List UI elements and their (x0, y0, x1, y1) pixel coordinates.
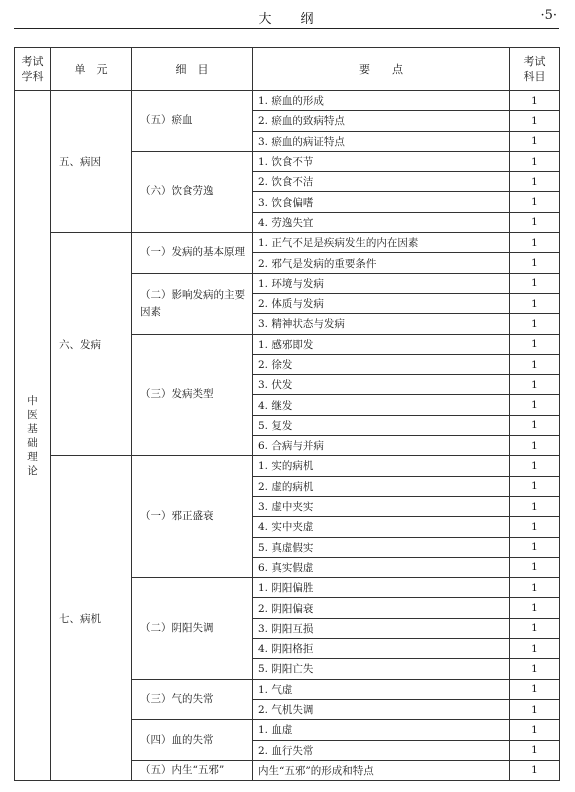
point-cell: 1. 正气不足是疾病发生的内在因素 (253, 233, 510, 253)
level-cell: 1 (510, 436, 560, 456)
unit-cell: 六、发病 (51, 233, 132, 456)
level-cell: 1 (510, 233, 560, 253)
detail-cell: （三）气的失常 (132, 679, 253, 720)
point-cell: 2. 气机失调 (253, 699, 510, 719)
level-cell: 1 (510, 639, 560, 659)
level-cell: 1 (510, 395, 560, 415)
col-header-subject: 考试学科 (15, 48, 51, 91)
detail-cell: （一）发病的基本原理 (132, 233, 253, 274)
point-cell: 3. 阴阳互损 (253, 618, 510, 638)
col-header-unit: 单 元 (51, 48, 132, 91)
col-header-point: 要 点 (253, 48, 510, 91)
point-cell: 5. 阴阳亡失 (253, 659, 510, 679)
table-row (15, 91, 560, 111)
level-cell: 1 (510, 740, 560, 760)
point-cell: 1. 实的病机 (253, 456, 510, 476)
level-cell: 1 (510, 273, 560, 293)
level-cell: 1 (510, 720, 560, 740)
table-row (15, 233, 560, 253)
level-cell: 1 (510, 314, 560, 334)
point-cell: 3. 饮食偏嗜 (253, 192, 510, 212)
point-cell: 5. 复发 (253, 415, 510, 435)
col-header-level: 考试科目 (510, 48, 560, 91)
point-cell: 2. 饮食不洁 (253, 172, 510, 192)
point-cell: 2. 阴阳偏衰 (253, 598, 510, 618)
point-cell: 2. 虚的病机 (253, 476, 510, 496)
point-cell: 4. 实中夹虚 (253, 517, 510, 537)
point-cell: 3. 伏发 (253, 375, 510, 395)
detail-cell: （五）瘀血 (132, 91, 253, 152)
detail-cell: （二）影响发病的主要因素 (132, 273, 253, 334)
level-cell: 1 (510, 618, 560, 638)
point-cell: 1. 饮食不节 (253, 151, 510, 171)
point-cell: 1. 气虚 (253, 679, 510, 699)
point-cell: 4. 继发 (253, 395, 510, 415)
level-cell: 1 (510, 131, 560, 151)
level-cell: 1 (510, 192, 560, 212)
point-cell: 6. 真实假虚 (253, 557, 510, 577)
level-cell: 1 (510, 212, 560, 232)
point-cell: 2. 血行失常 (253, 740, 510, 760)
point-cell: 6. 合病与并病 (253, 436, 510, 456)
subject-cell: 中医基础理论 (15, 91, 51, 781)
level-cell: 1 (510, 456, 560, 476)
detail-cell: （一）邪正盛衰 (132, 456, 253, 578)
level-cell: 1 (510, 415, 560, 435)
table-body (15, 91, 560, 781)
point-cell: 2. 邪气是发病的重要条件 (253, 253, 510, 273)
detail-cell: （六）饮食劳逸 (132, 151, 253, 232)
level-cell: 1 (510, 699, 560, 719)
level-cell: 1 (510, 293, 560, 313)
level-cell: 1 (510, 151, 560, 171)
level-cell: 1 (510, 598, 560, 618)
point-cell: 2. 瘀血的致病特点 (253, 111, 510, 131)
level-cell: 1 (510, 537, 560, 557)
point-cell: 5. 真虚假实 (253, 537, 510, 557)
level-cell: 1 (510, 354, 560, 374)
level-cell: 1 (510, 659, 560, 679)
unit-cell: 七、病机 (51, 456, 132, 781)
detail-cell: （二）阴阳失调 (132, 578, 253, 679)
level-cell: 1 (510, 679, 560, 699)
table-row (15, 456, 560, 476)
level-cell: 1 (510, 578, 560, 598)
point-cell: 2. 体质与发病 (253, 293, 510, 313)
point-cell: 内生“五邪”的形成和特点 (253, 760, 510, 780)
point-cell: 4. 阴阳格拒 (253, 639, 510, 659)
level-cell: 1 (510, 557, 560, 577)
page-number: ·5· (540, 8, 557, 23)
table-header-row (15, 48, 560, 91)
point-cell: 2. 徐发 (253, 354, 510, 374)
detail-cell: （四）血的失常 (132, 720, 253, 761)
level-cell: 1 (510, 172, 560, 192)
page-header (14, 6, 559, 29)
detail-cell: （三）发病类型 (132, 334, 253, 456)
col-header-detail: 细 目 (132, 48, 253, 91)
point-cell: 3. 瘀血的病证特点 (253, 131, 510, 151)
point-cell: 3. 虚中夹实 (253, 496, 510, 516)
level-cell: 1 (510, 760, 560, 780)
point-cell: 1. 阴阳偏胜 (253, 578, 510, 598)
point-cell: 3. 精神状态与发病 (253, 314, 510, 334)
point-cell: 1. 血虚 (253, 720, 510, 740)
level-cell: 1 (510, 517, 560, 537)
level-cell: 1 (510, 375, 560, 395)
level-cell: 1 (510, 91, 560, 111)
level-cell: 1 (510, 476, 560, 496)
level-cell: 1 (510, 334, 560, 354)
syllabus-table (14, 47, 560, 781)
point-cell: 1. 瘀血的形成 (253, 91, 510, 111)
detail-cell: （五）内生“五邪” (132, 760, 253, 780)
point-cell: 1. 感邪即发 (253, 334, 510, 354)
level-cell: 1 (510, 111, 560, 131)
level-cell: 1 (510, 253, 560, 273)
unit-cell: 五、病因 (51, 91, 132, 233)
level-cell: 1 (510, 496, 560, 516)
header-title: 大 纲 (258, 12, 315, 27)
point-cell: 1. 环境与发病 (253, 273, 510, 293)
point-cell: 4. 劳逸失宜 (253, 212, 510, 232)
